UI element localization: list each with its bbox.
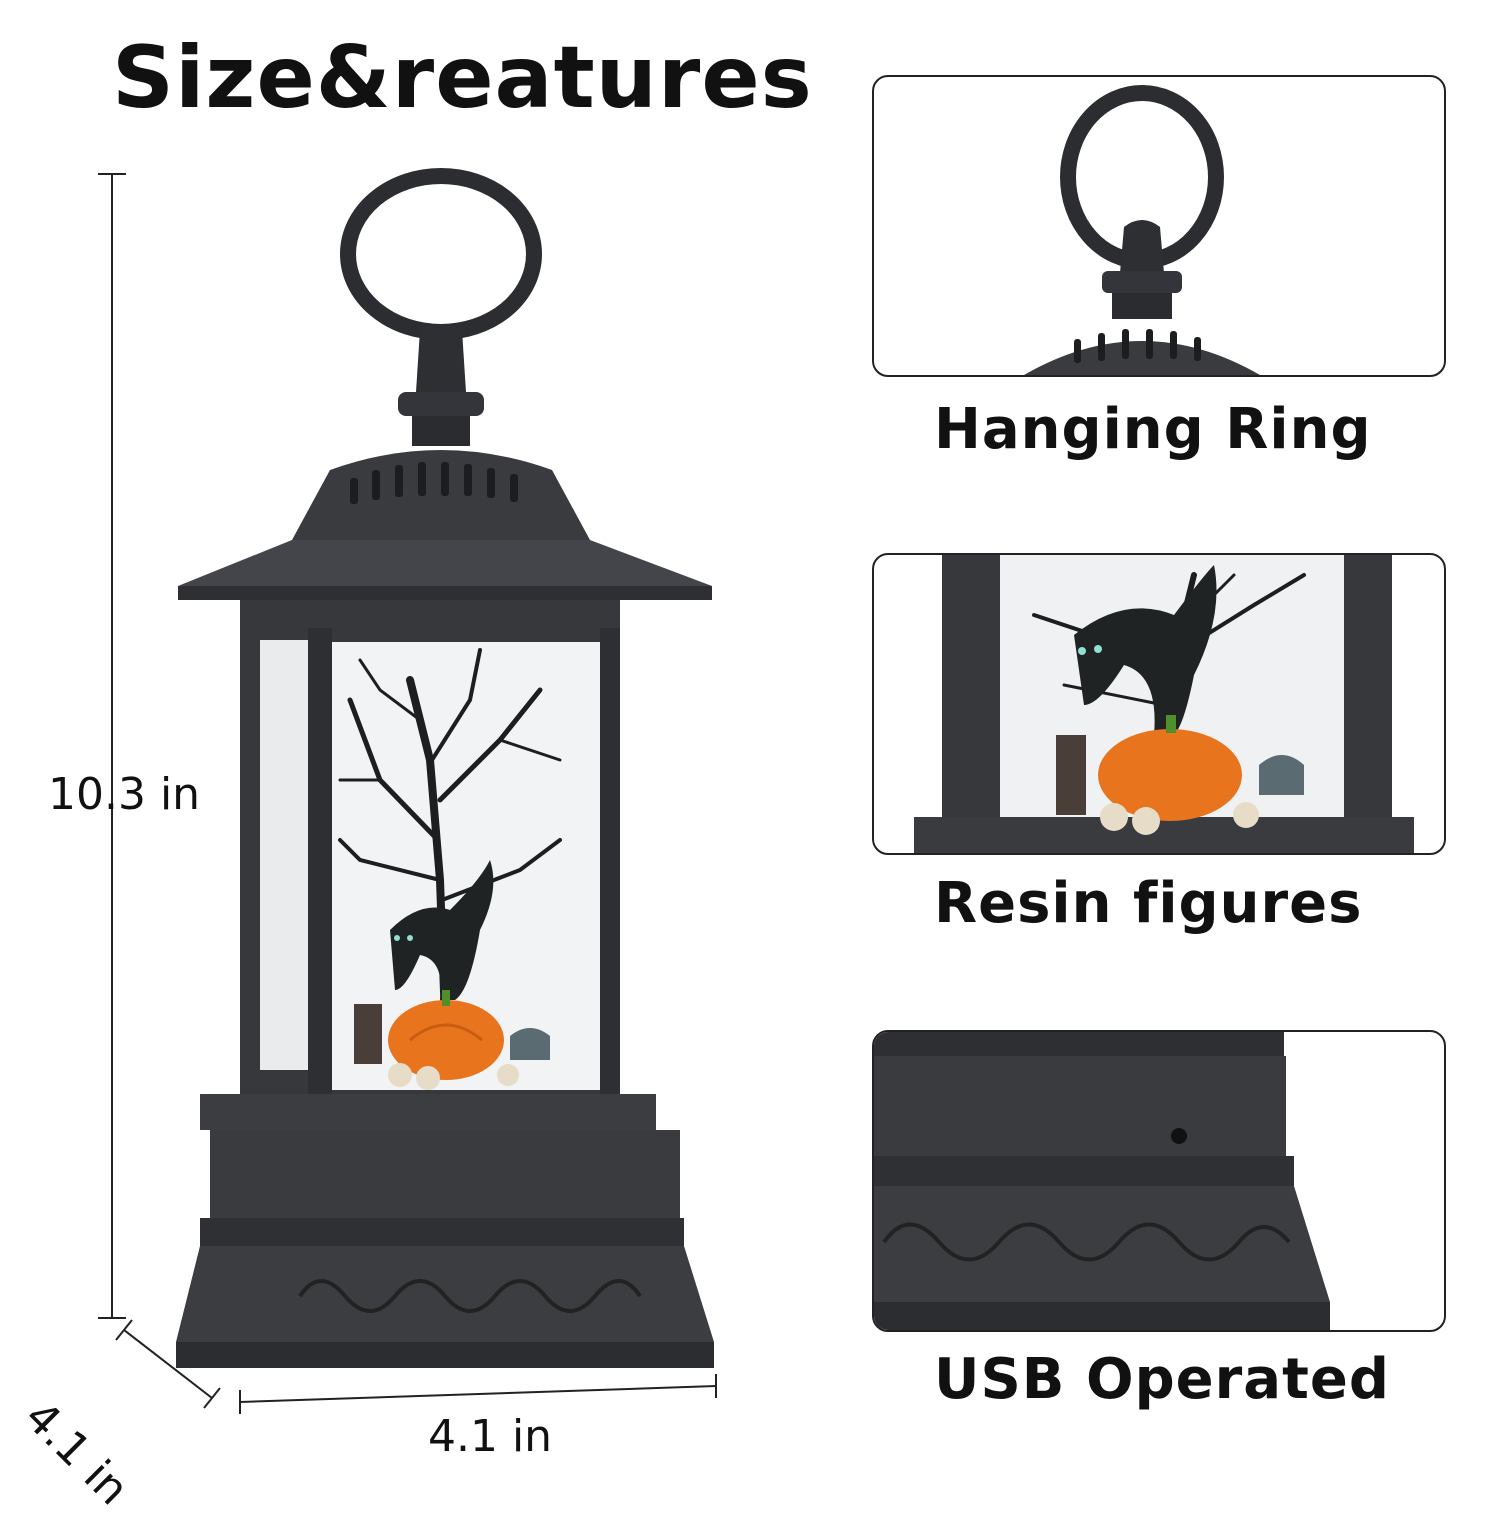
- usb-operated-panel: [872, 1030, 1446, 1332]
- usb-operated-label: USB Operated: [934, 1347, 1390, 1412]
- hanging-ring-label: Hanging Ring: [934, 397, 1372, 462]
- width-dimension-label: 4.1 in: [428, 1411, 553, 1462]
- wood-stump-figure: [354, 1004, 382, 1064]
- lantern-base: [176, 1094, 714, 1368]
- tombstone-figure: [510, 1028, 550, 1060]
- resin-figures-label: Resin figures: [934, 871, 1363, 936]
- lantern-roof: [178, 450, 712, 600]
- width-dimension-line: [240, 1374, 716, 1414]
- resin-figures-panel: [872, 553, 1446, 855]
- hanging-ring-panel: [872, 75, 1446, 377]
- hanging-ring-closeup-image: [874, 77, 1444, 375]
- lantern-ring: [348, 176, 534, 446]
- depth-dimension-label: 4.1 in: [14, 1391, 139, 1515]
- page-title: Size&reatures: [112, 28, 813, 128]
- resin-scene-closeup-image: [874, 555, 1444, 853]
- height-dimension-line: [98, 174, 126, 1318]
- height-dimension-label: 10.3 in: [48, 769, 201, 820]
- usb-base-closeup-image: [874, 1032, 1444, 1330]
